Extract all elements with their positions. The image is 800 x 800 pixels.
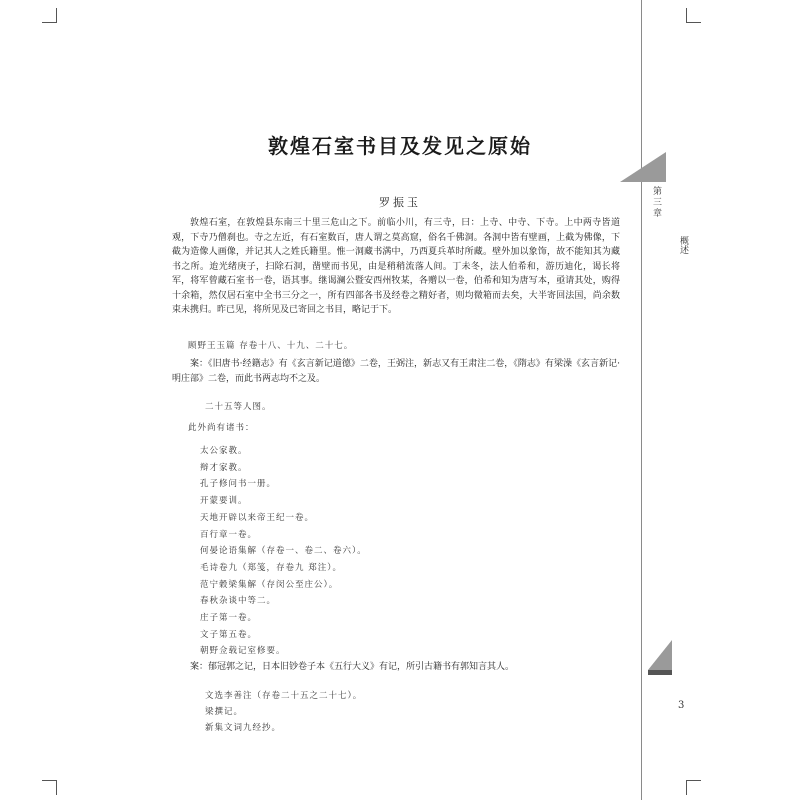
- list-item: 何晏论语集解（存卷一、卷二、卷六）。: [200, 546, 367, 557]
- page-title: 敦煌石室书目及发见之原始: [268, 134, 532, 158]
- note-paragraph-2: 案：郁冠郭之记，日本旧钞卷子本《五行大义》有记，所引古籍书有郭知言其人。: [190, 662, 515, 672]
- side-section-label: 概述: [678, 236, 688, 254]
- crop-mark-top-left: [42, 8, 57, 23]
- right-margin-rule: [641, 0, 642, 800]
- list-item: 梁撰记。: [205, 707, 244, 717]
- page-number: 3: [678, 700, 685, 711]
- list-item: 庄子第一卷。: [200, 613, 258, 624]
- list-item: 天地开辟以来帝王纪一卷。: [200, 512, 315, 523]
- crop-mark-top-right: [686, 8, 701, 23]
- chapter-tab-bottom: [648, 640, 672, 670]
- list-item: 孔子修问书一册。: [200, 479, 277, 490]
- list-item: 朝野佥载记室修要。: [200, 646, 286, 657]
- list-item: 文选李善注（存卷二十五之二十七）。: [205, 691, 363, 701]
- list-item: 开蒙要训。: [200, 496, 248, 507]
- author-name: 罗振玉: [379, 196, 421, 209]
- crop-mark-bottom-right: [686, 780, 701, 795]
- list-item: 毛诗卷九（郑笺，存卷九 郑注）。: [200, 562, 342, 573]
- list-item: 新集文词九经抄。: [205, 723, 282, 733]
- list-item: 范宁穀梁集解（存闵公至庄公）。: [200, 579, 339, 590]
- list-item: 太公家教。: [200, 446, 248, 456]
- list-item: 辩才家教。: [200, 462, 248, 473]
- crop-mark-bottom-left: [42, 780, 57, 795]
- list-item: 百行章一卷。: [200, 529, 258, 540]
- list-item: 春秋杂谈中等二。: [200, 596, 277, 607]
- chapter-tab-bar: [648, 670, 672, 675]
- catalog-entry-yupian: 顾野王玉篇 存卷十八、十九、二十七。: [188, 341, 354, 351]
- intro-paragraph: 敦煌石室，在敦煌县东南三十里三危山之下。前临小川，有三寺，曰：上寺、中寺、下寺。上中两寺皆道观，下寺乃僧刹也。寺之左近，有石室数百，唐人谓之莫高窟，俗名千佛洞。各洞中皆有壁画，上截为佛像，下截为造像人画像，并记其人之姓氏籍里。惟一洞藏书满中，乃西夏兵革时所藏。壁外加以象饰，故不能知其为藏书之所。迨光绪庚子，扫除石洞，凿壁而书见，由是稍稍流落人间。丁未冬，法人伯希和，游历迪化，谒长将军，将军曾藏石室书一卷，语其事。继谒澜公暨安西州牧某，各赠以一卷，伯希和知为唐写本，亟请其处，购得十余箱，然仅居石室中全书三分之一，所有四部各书及经卷之精好者，则均微箱而去矣，大半寄回法国，尚余数束未携归。昨已见，将所见及已寄回之书目，略记于下。: [172, 218, 620, 315]
- book-list: [200, 443, 367, 660]
- catalog-entry-figures: 二十五等人图。: [205, 402, 272, 412]
- side-chapter-label: 第三章: [651, 186, 661, 219]
- note-paragraph-1: 案：《旧唐书·经籍志》有《玄言新记道德》二卷，王弼注，新志又有王肃注二卷，《隋志》有梁澡《玄言新记·明庄部》二卷，而此书两志均不之及。: [172, 359, 620, 384]
- list-item: 文子第五卷。: [200, 629, 258, 640]
- list-heading: 此外尚有诸书：: [188, 423, 255, 433]
- book-list-2: [205, 688, 362, 736]
